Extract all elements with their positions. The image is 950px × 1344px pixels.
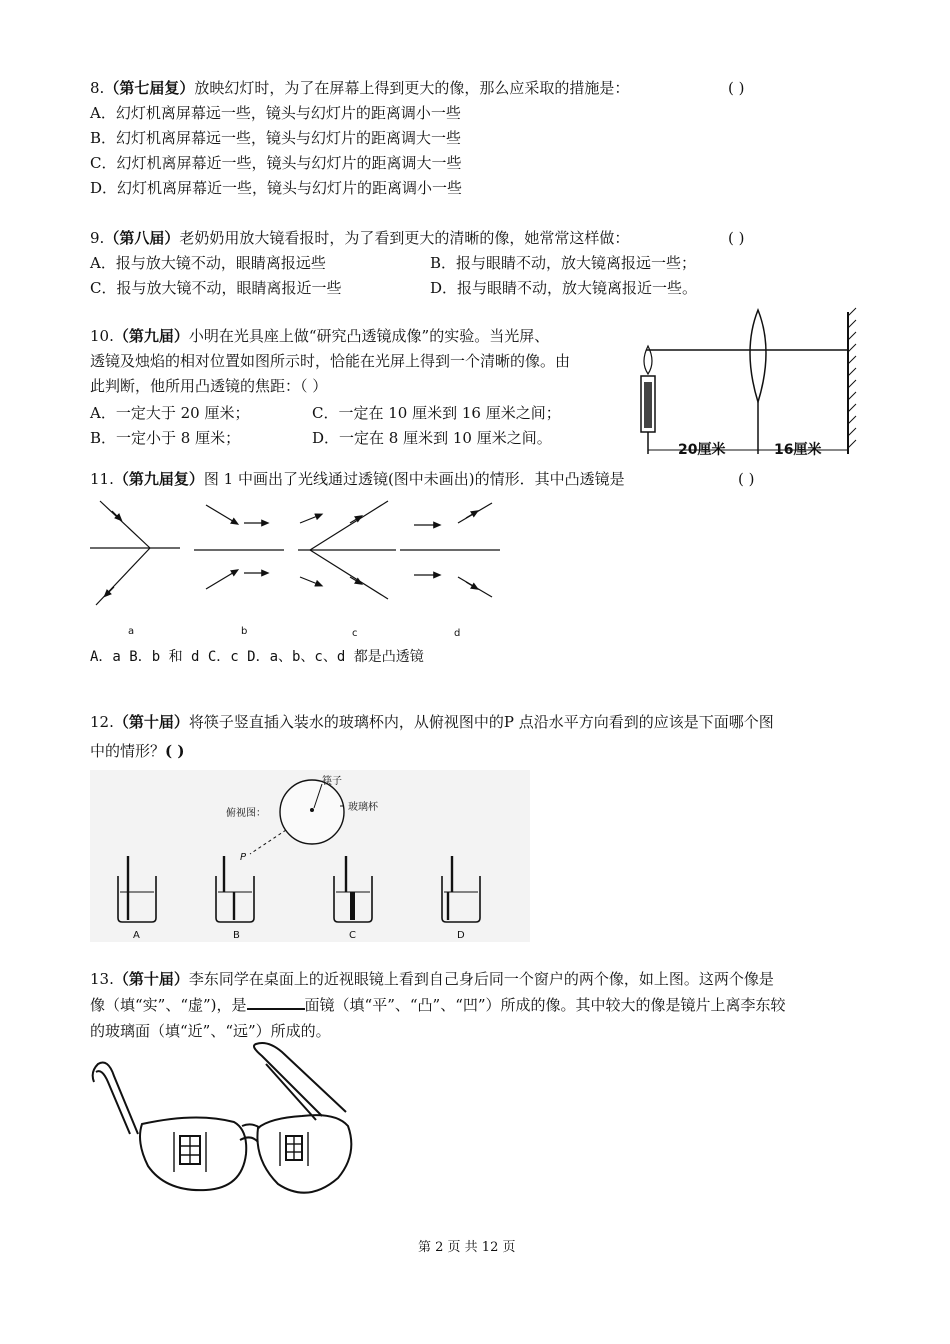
q9-option-b: B．报与眼睛不动，放大镜离报远一些； [430, 254, 697, 272]
q12-stem-line2 [90, 739, 184, 764]
q9-stem [90, 226, 629, 251]
q10-optical-bench-figure [628, 304, 858, 464]
q10-option-a: A．一定大于 20 厘米； [90, 404, 250, 422]
q9-option-c: C．报与放大镜不动，眼睛离报近一些 [90, 279, 342, 297]
q11-options: A．a B．b 和 d C．c D．a、b、c、d 都是凸透镜 [90, 649, 424, 665]
ray-diagram-c [298, 501, 396, 599]
q13-fill-blank [247, 994, 305, 1010]
q12-text-1: 将筷子竖直插入装水的玻璃杯内，从俯视图中的P 点沿水平方向看到的应该是下面哪个图 [188, 713, 774, 731]
q10-stem-line3: 此判断，他所用凸透镜的焦距：（ ） [90, 377, 328, 395]
q9-option-a: A．报与放大镜不动，眼睛离报远些 [90, 254, 326, 272]
q10-number: 10. [90, 327, 114, 345]
q11-text: 图 1 中画出了光线通过透镜(图中未画出)的情形．其中凸透镜是 [203, 470, 625, 488]
q8-option-a: A．幻灯机离屏幕远一些，镜头与幻灯片的距离调小一些 [90, 104, 461, 122]
ray-diagram-a [90, 501, 180, 605]
q8-answer-paren: ( ) [728, 79, 745, 97]
ray-diagram-b [194, 505, 284, 589]
q9-answer-paren: ( ) [728, 229, 745, 247]
option-d-label: D [457, 930, 465, 941]
q13-text-2a: 像（填“实”、“虚”)，是 [90, 996, 247, 1014]
q8-number: 8. [90, 79, 105, 97]
q9-number: 9. [90, 229, 105, 247]
fig-label-c: c [352, 628, 358, 639]
option-a-label: A [133, 930, 140, 941]
q12-number: 12. [90, 713, 114, 731]
distance-label-16cm: 16厘米 [774, 442, 822, 458]
option-b-label: B [233, 930, 240, 941]
q12-answer-paren: ( ) [165, 742, 185, 760]
q13-number: 13. [90, 970, 114, 988]
left-lens [140, 1117, 246, 1190]
distance-label-20cm: 20厘米 [678, 442, 726, 458]
point-p-label: P [240, 852, 247, 863]
q12-stem-line1 [90, 710, 774, 735]
q12-chopstick-figure [90, 770, 530, 942]
top-view-label: 俯视图： [226, 808, 266, 819]
q10-stem-line2: 透镜及烛焰的相对位置如图所示时，恰能在光屏上得到一个清晰的像。由 [90, 352, 571, 370]
q11-answer-paren: ( ) [738, 470, 755, 488]
q12-text-2: 中的情形？ [90, 742, 166, 760]
glass-label: 玻璃杯 [348, 802, 378, 813]
q10-option-d: D．一定在 8 厘米到 10 厘米之间。 [312, 429, 552, 447]
q11-tag: （第九届复） [113, 470, 204, 488]
q10-option-c: C．一定在 10 厘米到 16 厘米之间； [312, 404, 561, 422]
fig-label-b: b [241, 626, 248, 637]
q11-number: 11. [90, 470, 114, 488]
q8-option-c: C．幻灯机离屏幕近一些，镜头与幻灯片的距离调大一些 [90, 154, 462, 172]
q9-text: 老奶奶用放大镜看报时，为了看到更大的清晰的像，她常常这样做： [179, 229, 630, 247]
q10-text-1: 小明在光具座上做“研究凸透镜成像”的实验。当光屏、 [188, 327, 550, 345]
convex-lens-shape [750, 310, 766, 402]
option-c-label: C [349, 930, 356, 941]
q13-text-2b: 面镜（填“平”、“凸”、“凹”）所成的像。其中较大的像是镜片上离李东较 [304, 996, 786, 1014]
q8-option-b: B．幻灯机离屏幕远一些，镜头与幻灯片的距离调大一些 [90, 129, 462, 147]
fig-label-d: d [454, 628, 461, 639]
q12-tag: （第十届） [113, 713, 189, 731]
q10-option-b: B．一定小于 8 厘米； [90, 429, 241, 447]
fig-label-a: a [128, 626, 135, 637]
q9-option-d: D．报与眼睛不动，放大镜离报近一些。 [430, 279, 698, 297]
chopstick-label: 筷子 [322, 776, 342, 787]
q8-text: 放映幻灯时，为了在屏幕上得到更大的像，那么应采取的措施是： [194, 79, 630, 97]
q13-stem-line3: 的玻璃面（填“近”、“远”）所成的。 [90, 1022, 331, 1040]
ray-diagram-d [400, 503, 500, 597]
q13-stem-line1 [90, 967, 774, 992]
page-number-footer: 第 2 页 共 12 页 [418, 1240, 516, 1255]
chopstick-dot [310, 808, 314, 812]
q8-tag: （第七届复） [104, 79, 195, 97]
q13-glasses-figure [86, 1042, 376, 1212]
q8-stem [90, 76, 629, 101]
q13-text-1: 李东同学在桌面上的近视眼镜上看到自己身后同一个窗户的两个像，如上图。这两个像是 [188, 970, 774, 988]
q13-stem-line2 [90, 993, 786, 1018]
q11-stem [90, 467, 625, 492]
q10-tag: （第九届） [113, 327, 189, 345]
q9-tag: （第八届） [104, 229, 180, 247]
q10-stem-line1 [90, 324, 549, 349]
q13-tag: （第十届） [113, 970, 189, 988]
q11-light-rays-figure [88, 493, 508, 643]
right-lens [257, 1115, 351, 1193]
q8-option-d: D．幻灯机离屏幕近一些，镜头与幻灯片的距离调小一些 [90, 179, 463, 197]
